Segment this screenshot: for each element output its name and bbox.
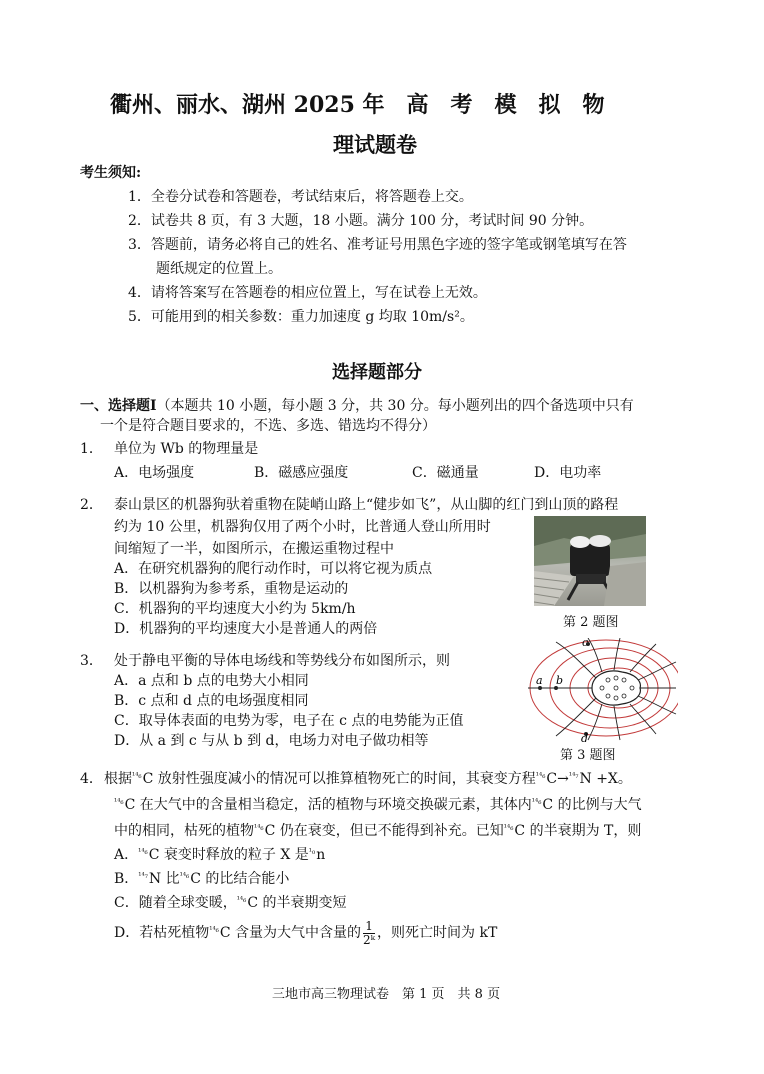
exam-title-line2: 理试题卷 [333,132,417,157]
c14-isotope: ¹⁴₆ [132,771,142,780]
q2-option-c: C．机器狗的平均速度大小约为 5km/h [114,601,356,617]
q2-number: 2． [80,497,103,513]
q4-option-c [114,894,347,912]
robot-dog-photo-art [534,516,646,606]
q2-stem-line1: 泰山景区的机器狗驮着重物在陡峭山路上“健步如飞”，从山脚的红门到山顶的路程 [114,497,619,513]
q4-line3 [114,822,641,840]
q4-option-b-text-a: N 比 [148,871,180,887]
q4-line2 [114,796,642,814]
q1-stem: 单位为 Wb 的物理量是 [114,441,259,457]
q4-line2-part-b: C 的比例与大气 [542,797,642,813]
c14-isotope: ¹⁴₆ [179,871,190,880]
q4-option-c-text-b: C 的半衰期变短 [247,895,347,911]
notice-item-3: 3．答题前，请务必将自己的姓名、准考证号用黑色字迹的签字笔或钢笔填写在答 [128,237,627,253]
q4-option-d [114,918,497,948]
q4-option-c-text-a: C．随着全球变暖， [114,895,237,911]
c14-isotope: ¹⁴₆ [138,847,148,856]
q3-caption: 第 3 题图 [560,748,616,763]
notice-item-4: 4．请将答案写在答题卷的相应位置上，写在试卷上无效。 [128,285,487,301]
fraction-one-over-two-k [363,920,375,947]
section-title: 选择题部分 [332,362,422,383]
q4-option-d-text-a: D．若枯死植物 [114,925,210,941]
q2-option-a: A．在研究机器狗的爬行动作时，可以将它视为质点 [114,561,433,577]
q3-option-a: A．a 点和 b 点的电势大小相同 [114,673,309,689]
q4-line1 [104,770,632,788]
fraction-denominator: 2ᵏ [363,932,376,947]
part1-desc-line1: （本题共 10 小题，每小题 3 分，共 30 分。每小题列出的四个备选项中只有 [156,398,634,414]
part1-desc-line2: 一个是符合题目要求的，不选、多选、错选均不得分） [100,418,436,434]
q4-option-d-text-b: C 含量为大气中含量的 [219,925,362,941]
q4-line1-part-d: N +X。 [579,771,632,787]
q4-line3-part-a: 中的相同，枯死的植物 [114,823,254,839]
c14-isotope: ¹⁴₆ [531,797,542,806]
fraction-numerator: 1 [363,920,375,934]
q2-caption: 第 2 题图 [563,615,619,630]
page-footer: 三地市高三物理试卷 第 1 页 共 8 页 [272,987,501,1002]
notice-item-2: 2．试卷共 8 页，有 3 大题，18 小题。满分 100 分，考试时间 90 分钟。 [128,213,594,229]
q4-option-a-label: A． [114,847,139,863]
q4-line1-part-c: C→ [546,771,569,787]
q4-line1-part-b: C 放射性强度减小的情况可以推算植物死亡的时间，其衰变方程 [142,771,536,787]
q4-line3-part-c: C 的半衰期为 T，则 [514,823,642,839]
exam-title-line1: 衢州、丽水、湖州 2025 年 高 考 模 拟 物 [110,92,605,118]
point-a-label: a [536,674,543,687]
notice-item-3-cont: 题纸规定的位置上。 [156,261,282,277]
robot-dog-photo [534,516,646,606]
n14-isotope: ¹⁴₇ [568,771,579,780]
q4-option-a-text: C 衰变时释放的粒子 X 是 [148,847,309,863]
q2-stem-line3: 间缩短了一半，如图所示，在搬运重物过程中 [114,541,394,557]
q2-stem-line2: 约为 10 公里，机器狗仅用了两个小时，比普通人登山所用时 [114,519,491,535]
notice-item-5: 5．可能用到的相关参数：重力加速度 g 均取 10m/s²。 [128,309,474,325]
point-d-label: d [581,732,589,742]
q4-line1-part-a: 根据 [104,771,132,787]
q4-option-b-text-b: C 的比结合能小 [190,871,290,887]
q4-option-b [114,870,289,888]
neutron-notation: ¹₀ [308,847,316,856]
c14-isotope: ¹⁴₆ [114,797,124,806]
q3-stem: 处于静电平衡的导体电场线和等势线分布如图所示，则 [114,653,450,669]
q3-option-d: D．从 a 到 c 与从 b 到 d，电场力对电子做功相等 [114,733,429,749]
q1-number: 1． [80,441,103,457]
notice-heading: 考生须知: [80,165,142,181]
c14-isotope: ¹⁴₆ [209,925,219,934]
q4-option-a-neutron: n [316,847,326,863]
c14-isotope: ¹⁴₆ [236,895,247,904]
q4-line3-part-b: C 仍在衰变，但已不能得到补充。已知 [264,823,504,839]
q4-number: 4． [80,771,103,787]
notice-item-1: 1．全卷分试卷和答题卷，考试结束后，将答题卷上交。 [128,189,473,205]
q3-number: 3． [80,653,103,669]
c14-isotope: ¹⁴₆ [254,823,264,832]
part1-label: 一、选择题Ⅰ [80,398,157,414]
q2-option-d: D．机器狗的平均速度大小是普通人的两倍 [114,621,378,637]
q2-option-b: B．以机器狗为参考系，重物是运动的 [114,581,349,597]
electric-field-diagram [526,638,678,742]
c14-isotope: ¹⁴₆ [503,823,514,832]
q1-option-d: D．电功率 [534,465,602,481]
point-c-label: c [582,638,589,649]
q3-option-c: C．取导体表面的电势为零，电子在 c 点的电势能为正值 [114,713,464,729]
q4-line2-part-a: C 在大气中的含量相当稳定，活的植物与环境交换碳元素，其体内 [124,797,532,813]
q4-option-a [114,846,325,864]
q4-option-d-text-c: ，则死亡时间为 kT [377,925,498,941]
part1-header [80,397,634,415]
q4-option-b-label: B． [114,871,139,887]
n14-isotope: ¹⁴₇ [138,871,148,880]
q1-option-a: A．电场强度 [114,465,195,481]
q1-option-b: B．磁感应强度 [254,465,349,481]
point-b-label: b [556,674,564,687]
q3-option-b: B．c 点和 d 点的电场强度相同 [114,693,309,709]
c14-isotope: ¹⁴₆ [535,771,546,780]
q1-option-c: C．磁通量 [412,465,479,481]
